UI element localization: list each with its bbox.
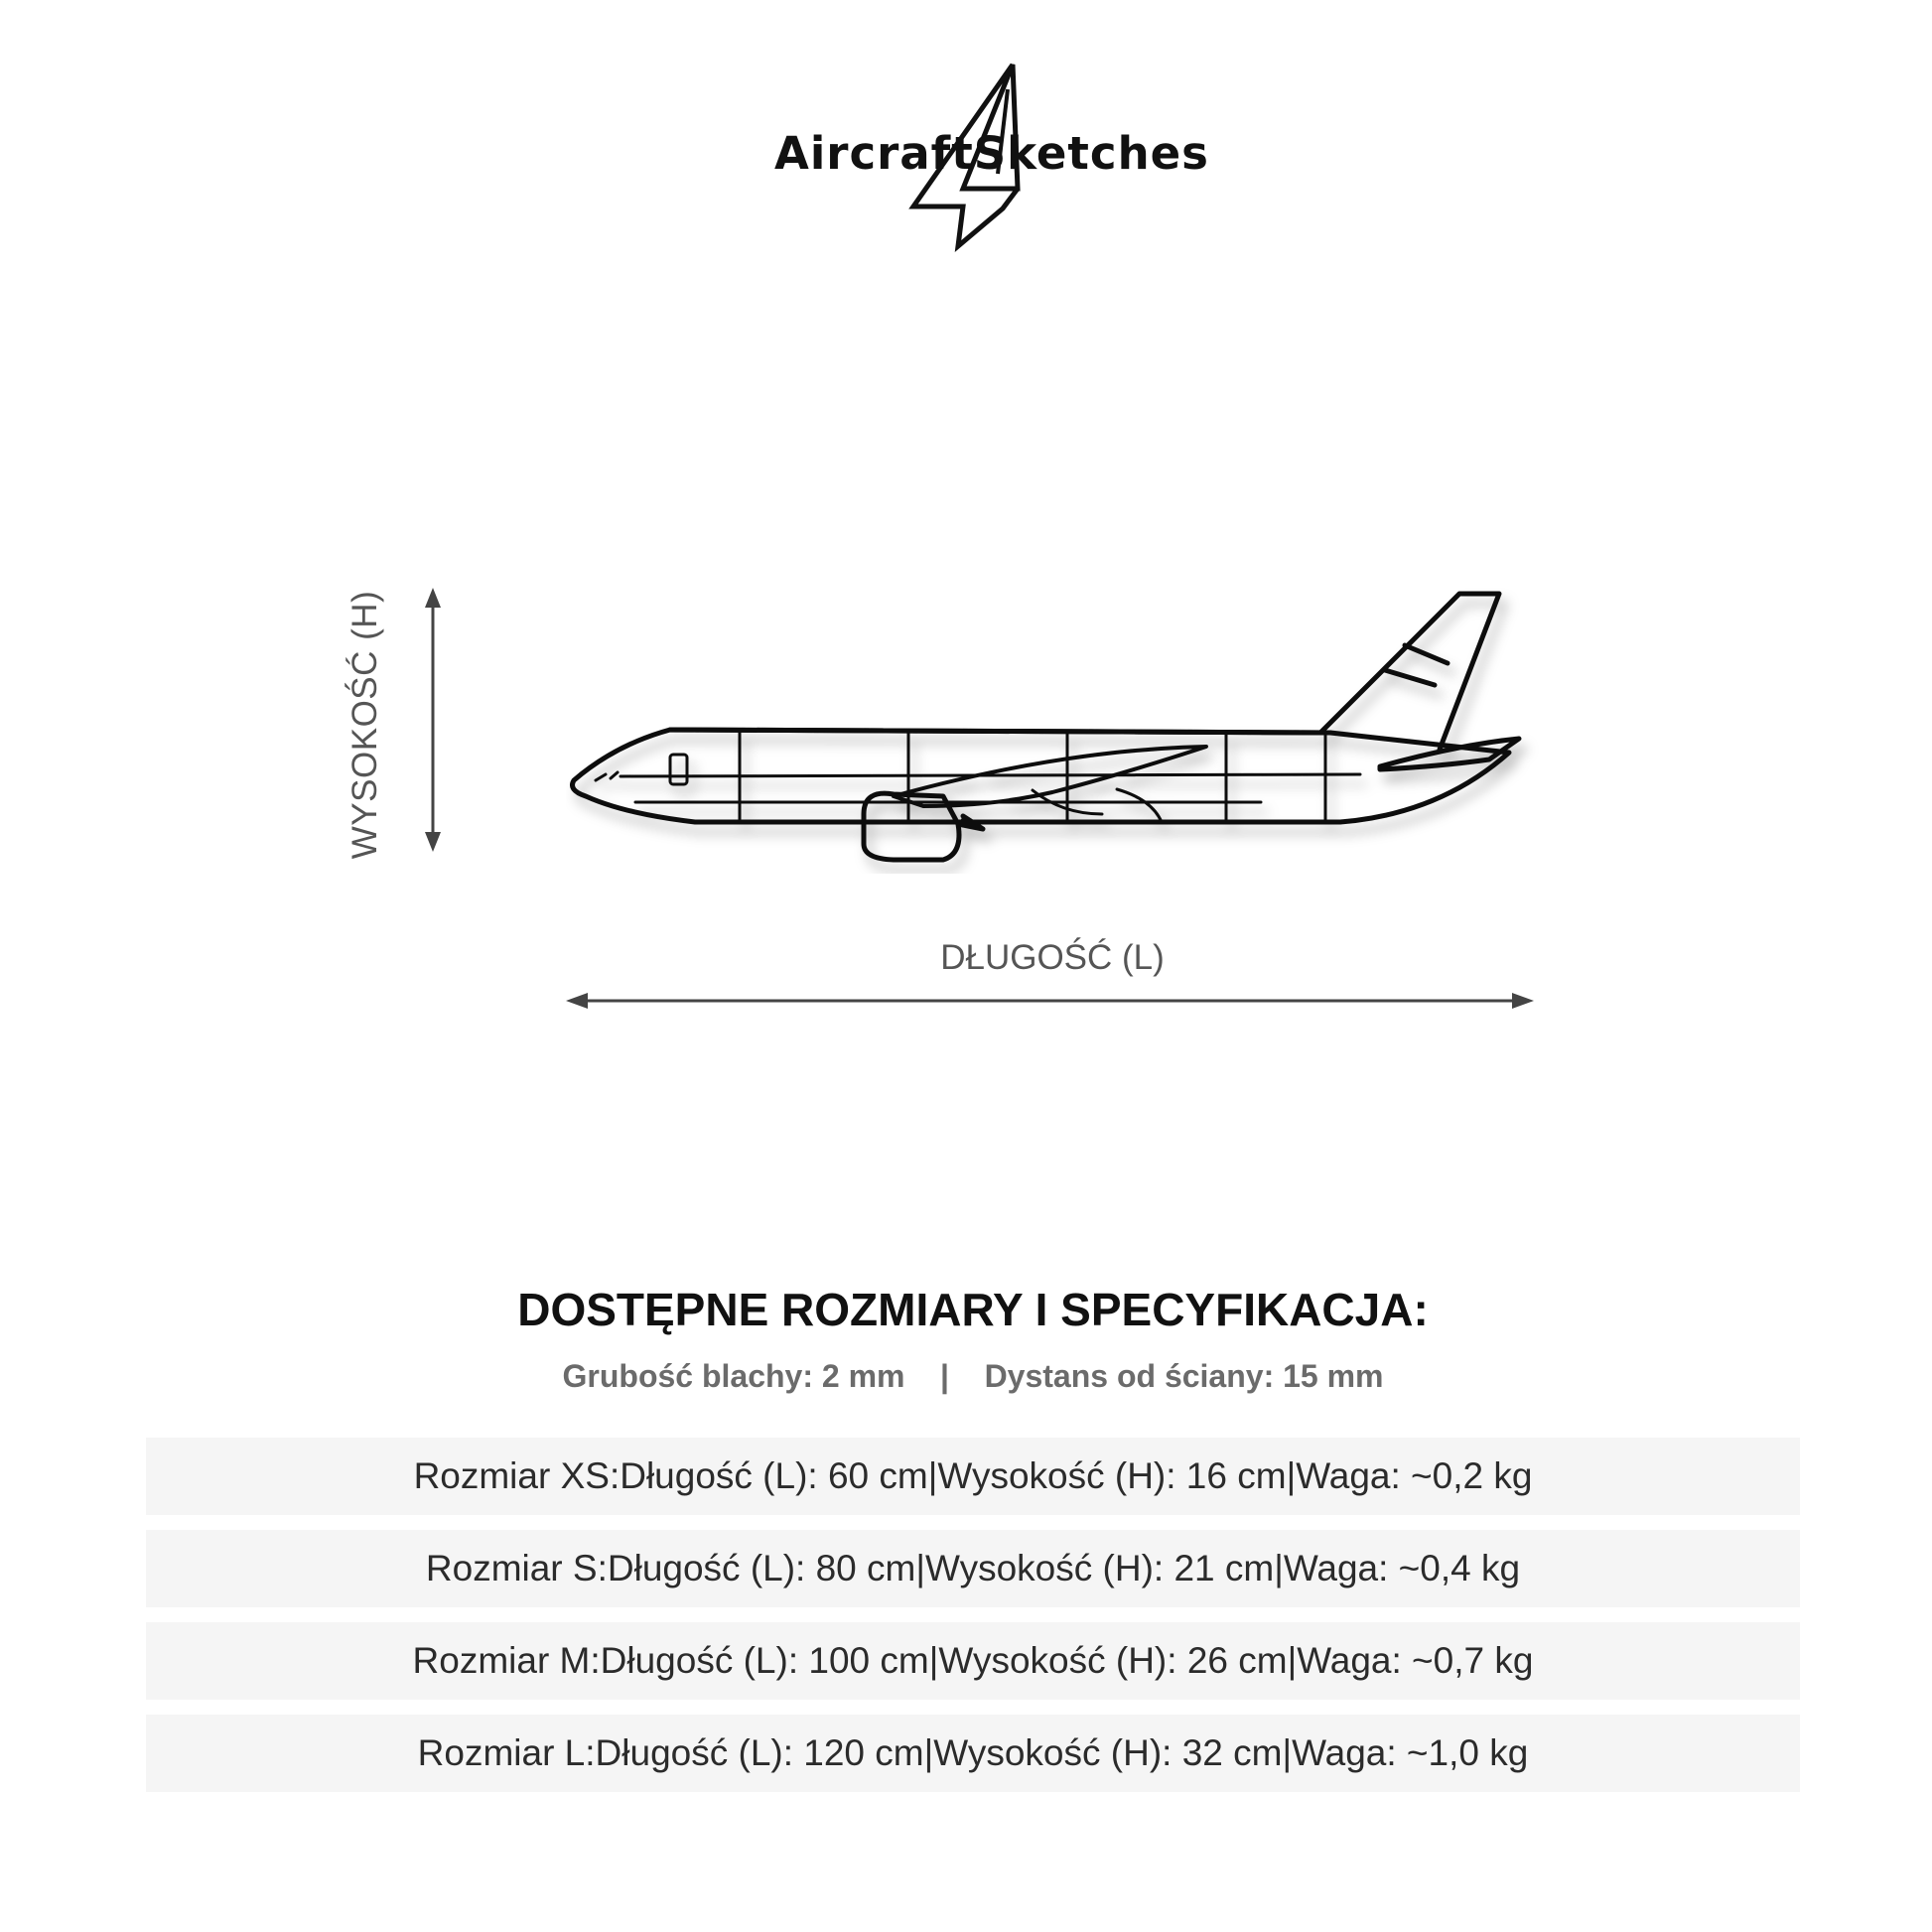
separator: | — [923, 1732, 934, 1773]
wall-distance-text: Dystans od ściany: 15 mm — [984, 1358, 1384, 1394]
height-label: WYSOKOŚĆ (H) — [345, 590, 384, 860]
subtitle-separator: | — [940, 1358, 949, 1394]
separator: | — [915, 1548, 925, 1588]
size-length: Długość (L): 80 cm — [607, 1548, 916, 1588]
size-weight: Waga: ~0,7 kg — [1297, 1640, 1534, 1681]
length-label-wrap — [0, 938, 1932, 978]
arrow-left-icon — [566, 993, 588, 1009]
sizes-table — [146, 1438, 1800, 1807]
size-height: Wysokość (H): 21 cm — [925, 1548, 1275, 1588]
size-length: Długość (L): 60 cm — [620, 1455, 928, 1496]
separator: | — [1287, 1640, 1298, 1681]
size-height: Wysokość (H): 32 cm — [933, 1732, 1283, 1773]
arrow-down-icon — [425, 832, 441, 852]
logo-text: AircraftSketches — [774, 127, 1209, 180]
size-height: Wysokość (H): 26 cm — [938, 1640, 1288, 1681]
size-row-m — [146, 1622, 1800, 1700]
size-weight: Waga: ~1,0 kg — [1292, 1732, 1529, 1773]
arrow-right-icon — [1512, 993, 1534, 1009]
size-name: Rozmiar S: — [425, 1548, 608, 1588]
airplane-sketch — [566, 586, 1539, 874]
size-length: Długość (L): 100 cm — [600, 1640, 929, 1681]
separator: | — [927, 1455, 938, 1496]
size-row-s — [146, 1530, 1800, 1607]
size-name: Rozmiar M: — [412, 1640, 601, 1681]
separator: | — [1286, 1455, 1297, 1496]
thickness-text: Grubość blachy: 2 mm — [562, 1358, 905, 1394]
size-weight: Waga: ~0,2 kg — [1296, 1455, 1533, 1496]
size-row-l — [146, 1715, 1800, 1792]
specs-subtitle — [0, 1358, 1932, 1395]
size-name: Rozmiar L: — [417, 1732, 596, 1773]
length-label: DŁUGOŚĆ (L) — [940, 938, 1165, 977]
size-weight: Waga: ~0,4 kg — [1283, 1548, 1521, 1588]
separator: | — [1282, 1732, 1293, 1773]
size-row-xs — [146, 1438, 1800, 1515]
size-length: Długość (L): 120 cm — [595, 1732, 924, 1773]
separator: | — [1274, 1548, 1284, 1588]
separator: | — [928, 1640, 939, 1681]
size-name: Rozmiar XS: — [413, 1455, 621, 1496]
specs-title: DOSTĘPNE ROZMIARY I SPECYFIKACJA: — [517, 1284, 1429, 1335]
size-height: Wysokość (H): 16 cm — [937, 1455, 1287, 1496]
arrow-up-icon — [425, 588, 441, 608]
